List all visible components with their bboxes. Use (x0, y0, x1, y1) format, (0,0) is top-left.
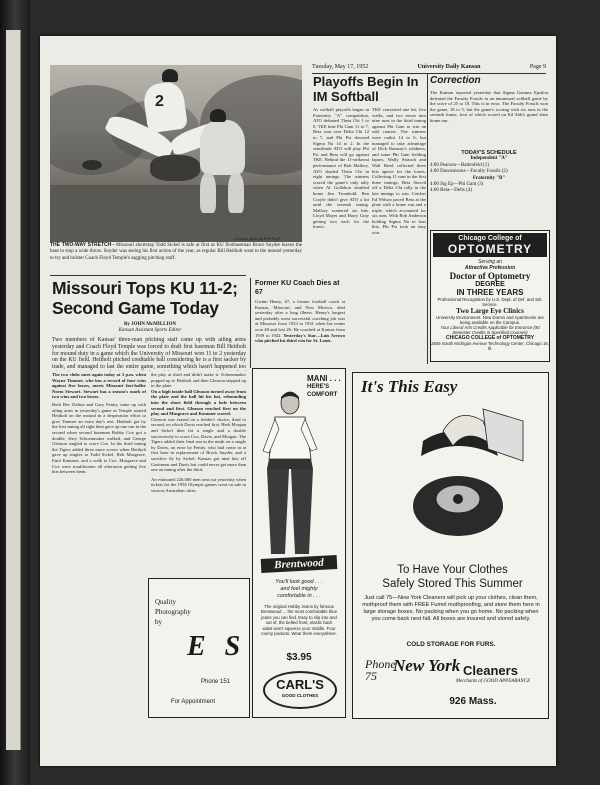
brent-heres: HERE'S (307, 384, 330, 390)
correction-text: The Kansan reported yesterday that Sigma Gamma Epsilon defeated the Faculty Fossils in an intramural softball game by the score of 25 to 18. This is in error. The Faculty Fossils won the game, 18 to 5, but the game's scoring with six runs in the seventh frame, four of which scored on Ed Aldi's grand slam home run. (430, 90, 548, 123)
story-column-2 (151, 372, 246, 572)
qual-l1: Quality (155, 598, 176, 606)
playoffs-column-1: As softball playoffs began in Fraternity "A" competition, ATO defeated Theta Chi 1 to 0, TKE beat Phi Gam 11 to 7, Beta won over Delta Chi 12 to 7, and Phi Psi downed Sigma Nu 14 to 2. In the semifinals ATO will play Phi Psi and Beta will go against TKE. Behind the 11-strikeout performance of Bob Mallory, ATO shaded Theta Chi in eight innings. The winners scored the game's only tally when Al Gollehon doubled home Jim Trombold. Ben Croyle didn't give ATO a hit until the seventh inning. Mallory scattered six hits. Lloyd Mayer and Harry Gray getting two each for the losers. (313, 107, 369, 230)
schedule-line: 4:00 Dawsonsons—Faculty Fossils (2) (430, 169, 508, 175)
coach-text: Gwinn Henry, 67, a former football coach at Kansas, Missouri, and New Mexico, died yesterday after a long illness. Henry's longest and probably most successful coaching job was at Missouri from 1923 to 1931 when his teams won 48 and lost 26. He coached at Kansas from 1939 to 1942. (255, 299, 345, 338)
opt-l11: Your Liberal Arts Credits Applicable for Entrance (90 Semester Credits in Specified Courses) (440, 325, 540, 335)
story-headline: Missouri Tops KU 11-2; Second Game Today (52, 278, 238, 318)
qual-l2: Photography (155, 608, 191, 616)
photo-caption (50, 242, 302, 262)
brent-price: $3.95 (286, 652, 312, 663)
opt-l9: Two Large Eye Clinics (456, 307, 524, 315)
easy-big1: To Have Your Clothes (397, 564, 508, 576)
story-col1-sub: The two clubs meet again today at 3 p.m. when Wayne Timmer, who has a record of four wins against five losses, meets Missouri fast-baller Norm Stewart. Stewart has a season's mark of two wins and two losses. (52, 372, 146, 400)
brent-store: CARL'S (276, 677, 324, 692)
schedule-line: 4:00 Pearson—Battenfeld (1) (430, 162, 489, 168)
schedule-line: Fraternity "B" (472, 175, 506, 181)
book-binding (0, 0, 30, 785)
opt-l12: CHICAGO COLLEGE of OPTOMETRY (445, 335, 535, 341)
opt-l6: DEGREE (475, 281, 505, 288)
easy-address: 926 Mass. (449, 696, 497, 707)
schedule-line: 4:00 Sig Ep—Phi Gam (3) (430, 182, 484, 188)
correction-headline: Correction (430, 75, 481, 86)
telephone-illustration (383, 401, 533, 551)
opt-l4: Attractive Profession (464, 265, 516, 271)
opt-l3: Serving an (478, 259, 502, 265)
brent-comfort: COMFORT (307, 392, 338, 398)
opt-l1: Chicago College of (458, 235, 522, 242)
page-header (312, 64, 546, 74)
story-lede: Two members of Kansas' three-man pitching staff came up with ailing arms yesterday and Coach Floyd Temple was forced to draft first baseman Bill Heitholt for mound duty in a game which the University of Missouri won 11 to 2 yesterday on the KU field. Heitholt pitched creditable ball considering he is a first sacker by trade, and managed to last the entire game, something which hasn't happened too (52, 337, 246, 371)
header-date: Tuesday, May 17, 1952 (312, 64, 369, 70)
photography-ad (148, 578, 250, 718)
story-col2-top: the play at third and didn't make it. Schoenmaker popped up to Heitholt and then Gleason stepped up to the plate. (151, 372, 246, 389)
baseball-photo: 2 (50, 65, 302, 242)
playoffs-headline: Playoffs Begin In IM Softball (313, 74, 419, 104)
schedule-line: Independent "A" (470, 156, 508, 162)
opt-l7: IN THREE YEARS (456, 288, 524, 297)
easy-headline (365, 563, 540, 591)
today-schedule (430, 150, 548, 195)
brent-brand: Brentwood (261, 555, 338, 573)
coach-headline: Former KU Coach Dies at 67 (255, 280, 340, 296)
story-col2-body: Gleason was erased on a fielder's choice, third to second, on which Davis reached first. Herb Morgan and Sickel then hit a single and a double successively to score Cox, Davis, and Morgan. The Tigers added their final run in the ninth on a single by Davis, an error by Fenity, who had come in at first base in replacement of Brock Snyder, and a sacrifice fly by Sickel. Kansas got nine hits off Gastineau and Davis but could never get more than one an inning after the third. (151, 416, 246, 473)
qual-l3: by (155, 618, 162, 626)
brent-store-sub: GOOD CLOTHES (281, 693, 319, 698)
caption-text: —Missouri shortstop Todd Sickel is safe at first as KU firstbaseman Bruce Snyder leaves the base to stop a wide throw. Snyder was seeing his first action of the year, as regular Bill Heitholt went to the mound yesterday to try and bolster Coach Floyd Temple's sagging pitching staff. (50, 243, 302, 261)
playoffs-column-2: TKE converted one hit, five walks, and two errors into nine runs in the third inning against Phi Gam to win an odd contest. The winners were outhit 14 to 6, but managed to take advantage of Dick Rumsey's wildness, and some Phi Gam fielding lapses. Wally Strauch and Walt Reed collected three hits apiece for the losers. Collecting 11 runs in the first three innings, Beta Staved off a Delta Chi rally in the late innings to win. Catcher Ed Wilson paced Beta at the plate with a home run and a triple, which accounted for six runs. With Bob Anderson holding Sigma Nu to four hits, Phi Psi took an easy win. (372, 107, 426, 236)
easy-phone: Phone 75 (365, 657, 396, 683)
easy-title: It's This Easy (361, 377, 458, 396)
coach-star: Yesterday's Star—Luis Arroyo who pitched his third win for St. Louis. (255, 332, 345, 344)
easy-ny: New York (393, 656, 461, 675)
story-col2-note: An estimated 226,000 men sent out yesterday when tickets for the 1956 Olympic games went on sale in various Australian cities. (151, 476, 246, 493)
easy-cleaners: Cleaners (463, 663, 518, 678)
opt-l10: University Environment. New Dorms and Apartments are being available on the Campus. (436, 315, 544, 325)
easy-cold: COLD STORAGE FOR FURS. (406, 641, 496, 648)
cleaners-ad (352, 372, 549, 719)
brent-body: The original Hobby Jeans by famous Brentwood ... the most comfortable blue jeans you can find. Easy to slip into and out of, the belted front, elastic back waist won't squeeze your middle. Four roomy pockets. Wear them everywhere. (261, 604, 337, 637)
qual-appt: For Appointment (171, 699, 216, 705)
brent-tag1: You'll look good . . . (275, 579, 323, 585)
schedule-title: TODAY'S SCHEDULE (461, 150, 517, 156)
story-col2-bold: On a high inside ball Gleason turned away from the plate and the ball hit his bat, rebounding into the short field through a hole between second and first. Gleason reached first on the play and Musgrave and Kammer scored. (151, 388, 246, 417)
optometry-ad (430, 230, 550, 362)
easy-body: Just call 75—New York Cleaners will pick up your clothes, clean them, mothproof them with FREE Fumol mothproofing, and store them here in large storage boxes. No packing when you go home. No packing when you come back next fall. All boxes are insured and stored safely. (362, 595, 540, 622)
qual-phone: Phone 151 (201, 679, 231, 685)
opt-l5: Doctor of Optometry (449, 271, 531, 281)
brent-tag3: comfortable in . . . (277, 593, 321, 599)
qual-monogram: E S (187, 631, 247, 662)
easy-big2: Safely Stored This Summer (382, 578, 523, 590)
opt-l8: Professional Recognition by U.S. Dept. of Def. and Sel. Service. (437, 297, 543, 307)
story-col1-body: Both Bev Dalton and Gary Fenity came up with ailing arms in yesterday's game as Temple started Heitholt on the mound in a desperation effort to give Timmer an extra day's rest. Heitholt got by the first inning all right then gave up one run in the second when second baseman Bobby Cox got a double, Jerry Schoenmaker walked, and George Gleason singled to score Cox. In the third inning the Tigers added three more scores when Heitholt gave up singles to Todd Sickel, Bob Musgrave, Emil Kammer, and a walk to Cox. Musgrave and Cox were troublesome all afternoon getting five hits between them. (52, 401, 146, 475)
brent-mani: MANI . . . (307, 374, 341, 383)
story-byline (52, 322, 248, 334)
man-illustration (255, 389, 325, 559)
brentwood-ad (252, 368, 346, 718)
brent-tag2: and feel mighty (280, 586, 318, 592)
opt-l13: 2845 South Michigan Avenue Technology Center, Chicago 16, Ill. (431, 341, 549, 351)
easy-merchants: Merchants of GOOD APPEARANCE (455, 679, 531, 684)
header-page: Page 9 (529, 64, 546, 70)
byline-name: By JOHN McMILLION (124, 322, 176, 327)
byline-title: Kansan Assistant Sports Editor (118, 328, 182, 333)
photo-credit: —Kansan photo by Pete Ford (232, 236, 280, 241)
story-column-1 (52, 372, 146, 716)
header-paper: University Daily Kansan (417, 64, 481, 70)
caption-lead: THE TWO-WAY STRETCH (50, 242, 112, 248)
opt-l2: OPTOMETRY (447, 242, 533, 256)
previous-page-edge (6, 30, 21, 750)
schedule-line: 4:00 Beta—Delts (4) (430, 188, 472, 194)
